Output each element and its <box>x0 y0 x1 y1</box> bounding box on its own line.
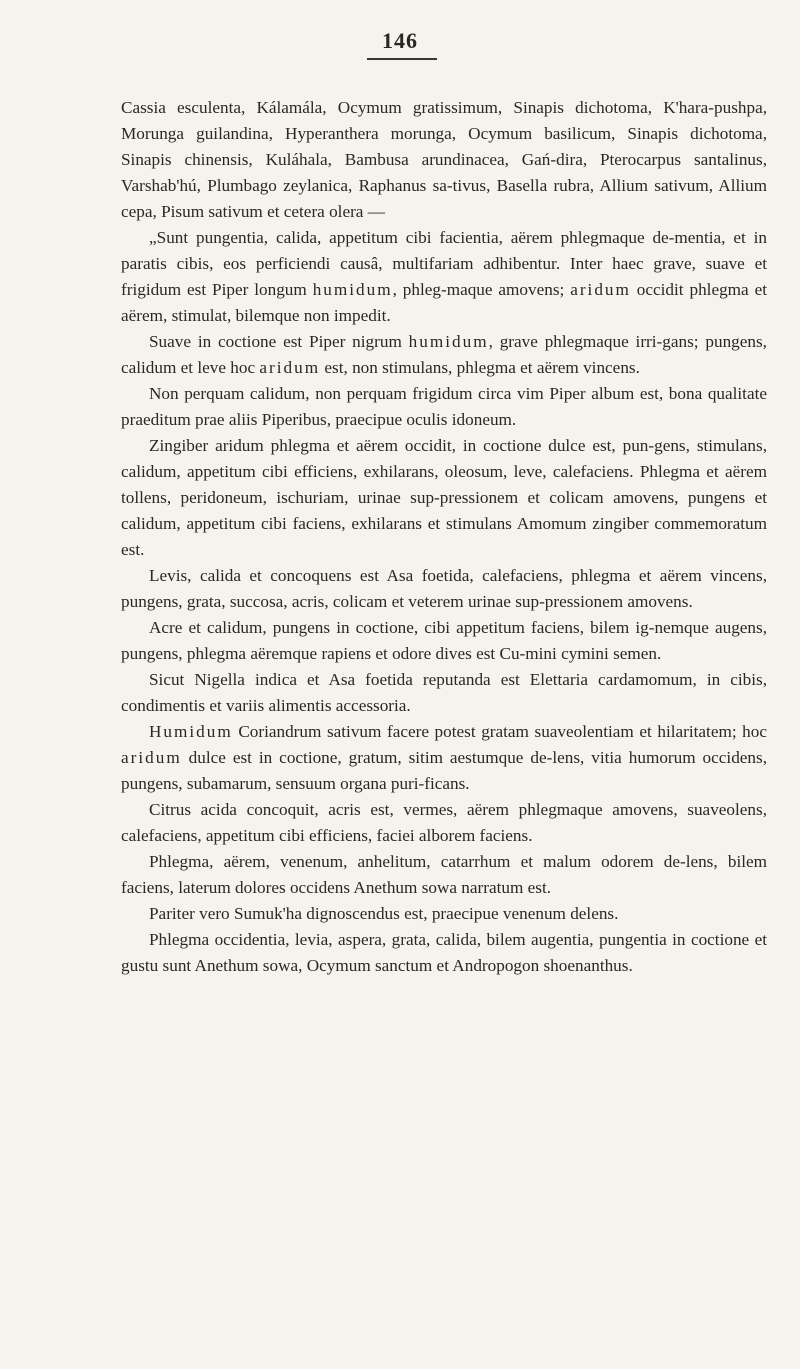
paragraph-text: Suave in coctione est Piper nigrum <box>149 332 409 351</box>
paragraph-text: Pariter vero Sumuk'ha dignoscendus est, praecipue venenum delens. <box>149 904 619 923</box>
spaced-emphasis-text: Humidum <box>149 722 233 741</box>
paragraph-text: , phleg-maque amovens; <box>392 280 571 299</box>
paragraph-text: Cassia esculenta, Kálamála, Ocymum gratissimum, Sinapis dichotoma, K'hara-pushpa, Morunga guilandina, Hyperanthera morunga, Ocymum basilicum, Sinapis dichotoma, Sinapis chinensis, Kuláhala, Bambusa arundinacea, Gań-dira, Pterocarpus santalinus, Varshab'hú, Plumbago zeylanica, Raphanus sa-tivus, Basella rubra, Allium sativum, Allium cepa, Pisum sativum et cetera olera — <box>121 98 767 221</box>
spaced-emphasis-text: aridum <box>259 358 321 377</box>
paragraph-text: Coriandrum sativum facere potest gratam suaveolentiam et hilaritatem; hoc <box>232 722 767 741</box>
paragraph-text: dulce est in coctione, gratum, sitim aestumque de-lens, vitia humorum occidens, pungens, subamarum, sensuum organa puri-ficans. <box>121 748 767 793</box>
paragraph <box>121 615 767 667</box>
paragraph-text: „Sunt pungentia, calida, appetitum cibi facientia, aërem phlegmaque de-mentia, et in paratis cibis, eos perficiendi causâ, multifariam adhibentur. Inter haec grave, suave et frigidum est Piper longum <box>121 228 767 299</box>
paragraph-text: est, non stimulans, phlegma et aërem vincens. <box>320 358 640 377</box>
paragraph <box>121 95 767 225</box>
paragraph <box>121 719 767 797</box>
paragraph-text: Sicut Nigella indica et Asa foetida reputanda est Elettaria cardamomum, in cibis, condimentis et variis alimentis accessoria. <box>121 670 767 715</box>
paragraph <box>121 433 767 563</box>
spaced-emphasis-text: humidum <box>312 280 393 299</box>
spaced-emphasis-text: humidum <box>408 332 489 351</box>
page-number: 146 <box>382 28 418 53</box>
paragraph <box>121 225 767 329</box>
paragraph-text: Levis, calida et concoquens est Asa foetida, calefaciens, phlegma et aërem vincens, pungens, grata, succosa, acris, colicam et veterem urinae sup-pressionem amovens. <box>121 566 767 611</box>
spaced-emphasis-text: aridum <box>570 280 631 299</box>
paragraph-text: Citrus acida concoquit, acris est, vermes, aërem phlegmaque amovens, suaveolens, calefaciens, appetitum cibi efficiens, faciei alborem faciens. <box>121 800 767 845</box>
spaced-emphasis-text: aridum <box>121 748 182 767</box>
paragraph <box>121 849 767 901</box>
paragraph <box>121 901 767 927</box>
paragraph <box>121 329 767 381</box>
paragraph <box>121 381 767 433</box>
paragraph <box>121 927 767 979</box>
paragraph <box>121 667 767 719</box>
paragraph-text: , grave phlegmaque irri-gans; pungens, calidum et leve hoc <box>121 332 767 377</box>
paragraph-text: Non perquam calidum, non perquam frigidum circa vim Piper album est, bona qualitate praeditum prae aliis Piperibus, praecipue oculis idoneum. <box>121 384 767 429</box>
paragraph-text: Acre et calidum, pungens in coctione, cibi appetitum faciens, bilem ig-nemque augens, pungens, phlegma aëremque rapiens et odore dives est Cu-mini cymini semen. <box>121 618 767 663</box>
paragraph-text: Zingiber aridum phlegma et aërem occidit, in coctione dulce est, pun-gens, stimulans, calidum, appetitum cibi efficiens, exhilarans, oleosum, leve, calefaciens. Phlegma et aërem tollens, peridoneum, ischuriam, urinae sup-pressionem et colicam amovens, pungens et calidum, appetitum cibi faciens, exhilarans et stimulans Amomum zingiber commemoratum est. <box>121 436 767 559</box>
text-body <box>121 95 767 979</box>
paragraph <box>121 797 767 849</box>
paragraph-text: Phlegma, aërem, venenum, anhelitum, catarrhum et malum odorem de-lens, bilem faciens, laterum dolores occidens Anethum sowa narratum est. <box>121 852 767 897</box>
page-number-rule <box>367 58 437 60</box>
paragraph-text: occidit phlegma et aërem, stimulat, bilemque non impedit. <box>121 280 767 325</box>
paragraph <box>121 563 767 615</box>
paragraph-text: Phlegma occidentia, levia, aspera, grata, calida, bilem augentia, pungentia in coctione et gustu sunt Anethum sowa, Ocymum sanctum et Andropogon shoenanthus. <box>121 930 767 975</box>
